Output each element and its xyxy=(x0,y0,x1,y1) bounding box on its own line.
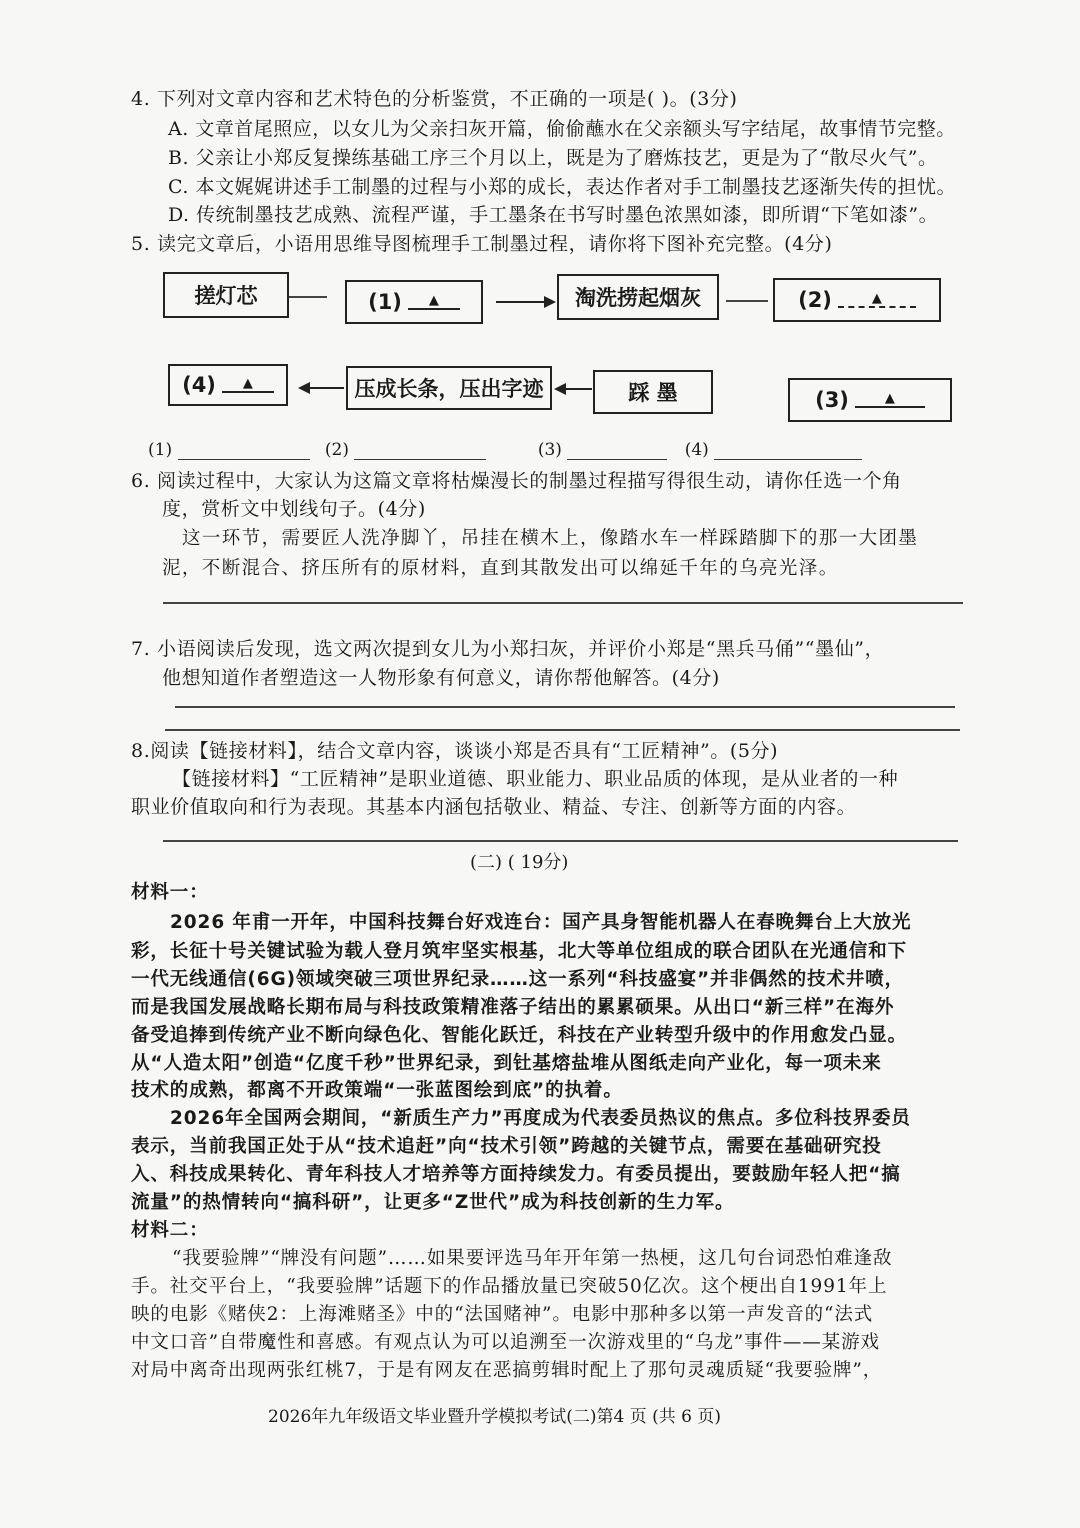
answer-blank-3[interactable] xyxy=(567,459,667,460)
arrow-left-icon xyxy=(554,383,566,395)
material-two-line: “我要验牌”“牌没有问题”……如果要评选马年开年第一热梗，这几句台词恐怕难逢敌 xyxy=(172,1248,893,1269)
arrow-line xyxy=(496,301,544,303)
answer-label: (3) xyxy=(537,440,562,460)
fill-blank-marker: ▲ xyxy=(855,392,925,408)
material-two-line: 映的电影《赌侠2：上海滩赌圣》中的“法国赌神”。电影中那种多以第一声发音的“法式 xyxy=(131,1304,874,1325)
answer-blank-2[interactable] xyxy=(354,459,486,460)
material-one-label: 材料一： xyxy=(131,882,209,903)
arrow-line xyxy=(310,387,344,389)
q4-option-c: C. 本文娓娓讲述手工制墨的过程与小郑的成长，表达作者对手工制墨技艺逐渐失传的担忧。 xyxy=(168,176,956,198)
step-box-blank-1 xyxy=(345,280,483,324)
material-one-line: 2026 年甫一开年，中国科技舞台好戏连台：国产具身智能机器人在春晚舞台上大放光 xyxy=(170,912,912,933)
q5-answer-row xyxy=(148,440,862,460)
step-label: (4) xyxy=(182,373,216,397)
step-box-press-strips xyxy=(346,366,552,410)
material-one-line: 2026年全国两会期间，“新质生产力”再度成为代表委员热议的焦点。多位科技界委员 xyxy=(170,1108,911,1129)
material-one-line: 从“人造太阳”创造“亿度千秒”世界纪录，到钍基熔盐堆从图纸走向产业化，每一项未来 xyxy=(131,1053,882,1074)
connector-line xyxy=(726,300,768,302)
arrow-left-icon xyxy=(298,382,310,394)
q4-option-d: D. 传统制墨技艺成熟、流程严谨，手工墨条在书写时墨色浓黑如漆，即所谓“下笔如漆”。 xyxy=(168,204,939,226)
page-footer: 2026年九年级语文毕业暨升学模拟考试(二)第4 页 (共 6 页) xyxy=(268,1407,722,1427)
q6-quote-line1: 这一环节，需要匠人洗净脚丫，吊挂在横木上，像踏水车一样踩踏脚下的那一大团墨 xyxy=(182,528,919,549)
answer-label: (2) xyxy=(324,440,349,460)
material-one-line: 一代无线通信(6G)领域突破三项世界纪录……这一系列“科技盛宴”并非偶然的技术井喷， xyxy=(131,969,905,990)
material-two-line: 对局中离奇出现两张红桃7，于是有网友在恶搞剪辑时配上了那句灵魂质疑“我要验牌”， xyxy=(131,1360,883,1381)
answer-line[interactable] xyxy=(163,602,963,604)
step-box-blank-3 xyxy=(788,378,952,422)
material-two-label: 材料二： xyxy=(131,1220,209,1241)
connector-line xyxy=(289,296,327,298)
fill-blank-marker: ▲ xyxy=(838,292,916,308)
q7-stem-line1: 7. 小语阅读后发现，选文两次提到女儿为小郑扫灰，并评价小郑是“黑兵马俑”“墨仙”， xyxy=(131,638,885,660)
answer-label: (1) xyxy=(148,440,173,460)
material-one-line: 备受追捧到传统产业不断向绿色化、智能化跃迁，科技在产业转型升级中的作用愈发凸显。 xyxy=(131,1025,908,1046)
q6-stem-line1: 6. 阅读过程中，大家认为这篇文章将枯燥漫长的制墨过程描写得很生动，请你任选一个角 xyxy=(131,470,902,492)
q4-option-b: B. 父亲让小郑反复操练基础工序三个月以上，既是为了磨炼技艺，更是为了“散尽火气”。 xyxy=(168,147,938,169)
step-box-blank-4 xyxy=(168,364,288,406)
arrow-line xyxy=(566,388,592,390)
answer-label: (4) xyxy=(684,440,709,460)
material-one-line: 彩，长征十号关键试验为载人登月筑牢坚实根基，北大等单位组成的联合团队在光通信和下 xyxy=(131,941,908,962)
step-box-blank-2 xyxy=(773,278,941,322)
step-box-wash-soot xyxy=(557,274,719,320)
material-one-line: 而是我国发展战略长期布局与科技政策精准落子结出的累累硕果。从出口“新三样”在海外 xyxy=(131,997,895,1018)
answer-line[interactable] xyxy=(163,840,958,842)
material-one-line: 入、科技成果转化、青年科技人才培养等方面持续发力。有委员提出，要鼓励年轻人把“搞 xyxy=(131,1164,901,1185)
step-label: (3) xyxy=(815,388,849,412)
step-label: 搓灯芯 xyxy=(194,284,258,308)
step-label: (1) xyxy=(368,290,402,314)
q8-stem: 8.阅读【链接材料】，结合文章内容，谈谈小郑是否具有“工匠精神”。(5分) xyxy=(131,740,779,762)
answer-line[interactable] xyxy=(165,729,960,731)
q4-stem: 4. 下列对文章内容和艺术特色的分析鉴赏，不正确的一项是( )。(3分) xyxy=(131,88,738,110)
step-label: 淘洗捞起烟灰 xyxy=(575,286,701,310)
material-one-line: 流量”的热情转向“搞科研”，让更多“Z世代”成为科技创新的生力军。 xyxy=(131,1192,735,1213)
q6-quote-line2: 泥，不断混合、挤压所有的原材料，直到其散发出可以绵延千年的乌亮光泽。 xyxy=(162,558,839,579)
q4-option-a: A. 文章首尾照应，以女儿为父亲扫灰开篇，偷偷蘸水在父亲额头写字结尾，故事情节完整。 xyxy=(168,118,956,140)
section-title: (二) ( 19分) xyxy=(470,852,569,873)
step-label: (2) xyxy=(798,288,832,312)
answer-blank-4[interactable] xyxy=(714,459,862,460)
material-two-line: 中文口音”自带魔性和喜感。有观点认为可以追溯至一次游戏里的“乌龙”事件——某游戏 xyxy=(131,1332,880,1353)
answer-line[interactable] xyxy=(175,706,955,708)
q8-link-material-line2: 职业价值取向和行为表现。其基本内涵包括敬业、精益、专注、创新等方面的内容。 xyxy=(131,796,857,818)
fill-blank-marker: ▲ xyxy=(408,294,460,310)
step-box-tread-ink xyxy=(593,370,713,414)
step-label: 压成长条，压出字迹 xyxy=(354,377,544,401)
arrow-right-icon xyxy=(544,296,556,308)
material-one-line: 表示，当前我国正处于从“技术追赶”向“技术引领”跨越的关键节点，需要在基础研究投 xyxy=(131,1136,882,1157)
fill-blank-marker: ▲ xyxy=(222,377,274,393)
material-two-line: 手。社交平台上，“我要验牌”话题下的作品播放量已突破50亿次。这个梗出自1991年上 xyxy=(131,1276,888,1297)
answer-blank-1[interactable] xyxy=(178,459,310,460)
q5-stem: 5. 读完文章后，小语用思维导图梳理手工制墨过程，请你将下图补充完整。(4分) xyxy=(131,233,833,255)
material-one-line: 技术的成熟，都离不开政策端“一张蓝图绘到底”的执着。 xyxy=(131,1080,623,1101)
q7-stem-line2: 他想知道作者塑造这一人物形象有何意义，请你帮他解答。(4分) xyxy=(162,667,720,689)
step-label: 踩 墨 xyxy=(628,381,678,405)
q6-stem-line2: 度，赏析文中划线句子。(4分) xyxy=(162,498,426,520)
q8-link-material-line1: 【链接材料】“工匠精神”是职业道德、职业能力、职业品质的体现，是从业者的一种 xyxy=(172,768,899,790)
step-box-rub-wick xyxy=(163,272,289,318)
